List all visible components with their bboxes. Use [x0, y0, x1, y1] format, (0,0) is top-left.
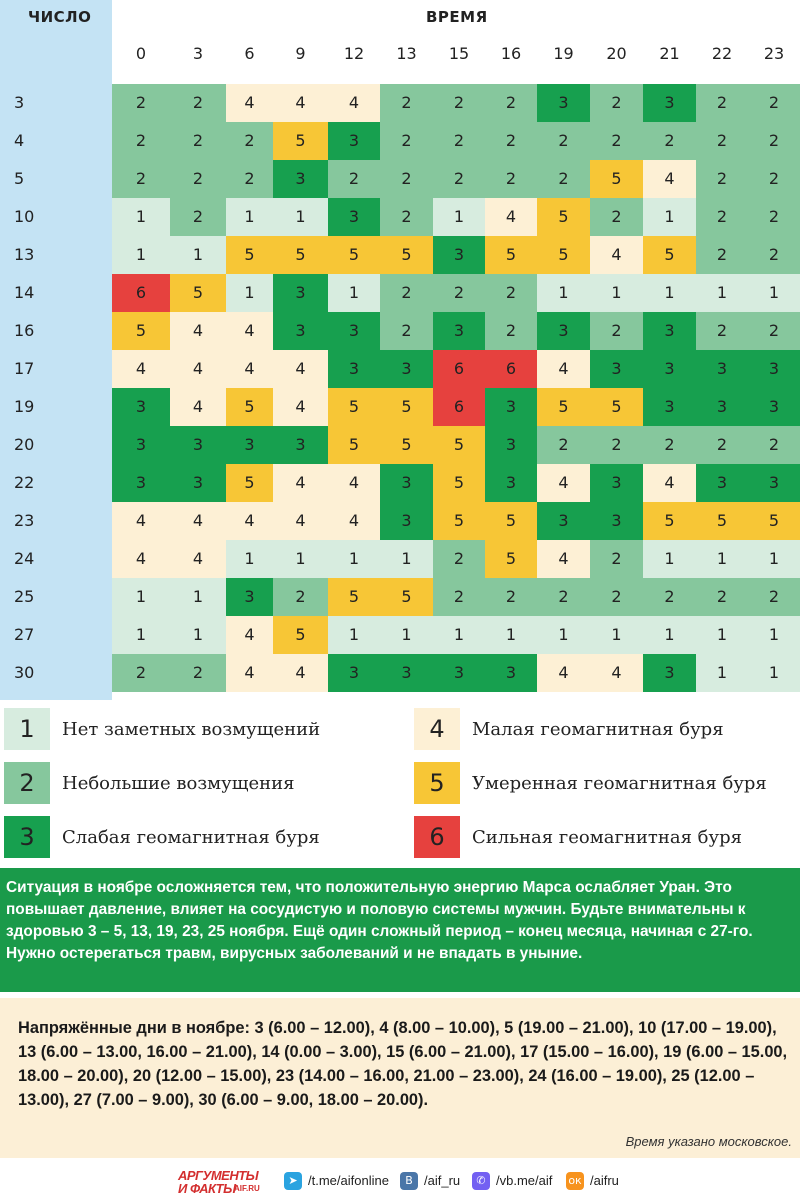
hour-label: 20 [606, 44, 627, 63]
table-cell: 2 [696, 312, 748, 350]
legend-label: Умеренная геомагнитная буря [472, 773, 767, 794]
table-cell: 4 [112, 502, 170, 540]
hour-label: 13 [396, 44, 417, 63]
table-cell: 2 [380, 160, 433, 198]
table-cell: 4 [170, 350, 226, 388]
table-cell: 2 [537, 160, 590, 198]
table-cell: 4 [273, 464, 328, 502]
table-cell: 1 [226, 274, 273, 312]
legend-swatch: 2 [4, 762, 50, 804]
day-label: 10 [14, 207, 35, 226]
table-cell: 2 [590, 198, 643, 236]
timezone-note: Время указано московское. [625, 1134, 792, 1149]
table-cell: 3 [380, 464, 433, 502]
table-cell: 2 [643, 578, 696, 616]
legend-label: Сильная геомагнитная буря [472, 827, 742, 848]
table-cell: 5 [170, 274, 226, 312]
table-cell: 2 [696, 122, 748, 160]
day-label: 16 [14, 321, 35, 340]
table-cell: 5 [696, 502, 748, 540]
legend-label: Малая геомагнитная буря [472, 719, 724, 740]
table-cell: 3 [748, 464, 800, 502]
table-cell: 3 [380, 350, 433, 388]
table-cell: 3 [226, 578, 273, 616]
table-cell: 2 [696, 426, 748, 464]
table-cell: 4 [537, 464, 590, 502]
hour-label: 0 [135, 44, 147, 63]
table-cell: 4 [537, 654, 590, 692]
table-cell: 3 [696, 464, 748, 502]
table-cell: 2 [485, 122, 537, 160]
table-cell: 3 [643, 312, 696, 350]
table-cell: 4 [112, 540, 170, 578]
time-title: ВРЕМЯ [426, 8, 488, 26]
table-cell: 4 [537, 540, 590, 578]
logo-site: AIF.RU [234, 1184, 260, 1193]
legend-item [4, 708, 384, 750]
table-cell: 1 [748, 540, 800, 578]
table-cell: 3 [328, 198, 380, 236]
ok-icon: ок [566, 1172, 584, 1190]
table-cell: 2 [485, 84, 537, 122]
table-cell: 5 [328, 426, 380, 464]
table-cell: 3 [433, 654, 485, 692]
table-cell: 2 [537, 426, 590, 464]
day-column-title: ЧИСЛО [28, 8, 92, 26]
table-cell: 2 [748, 426, 800, 464]
table-cell: 3 [590, 502, 643, 540]
table-cell: 6 [433, 350, 485, 388]
table-cell: 3 [170, 464, 226, 502]
table-cell: 3 [170, 426, 226, 464]
table-cell: 5 [485, 502, 537, 540]
social-label: /aifru [590, 1173, 619, 1188]
table-cell: 1 [380, 540, 433, 578]
table-cell: 2 [485, 312, 537, 350]
table-cell: 1 [748, 654, 800, 692]
table-cell: 5 [328, 388, 380, 426]
table-cell: 1 [590, 274, 643, 312]
table-cell: 5 [643, 502, 696, 540]
table-cell: 5 [328, 236, 380, 274]
table-cell: 4 [273, 654, 328, 692]
legend-label: Небольшие возмущения [62, 773, 295, 794]
table-cell: 3 [273, 426, 328, 464]
table-cell: 2 [748, 236, 800, 274]
table-cell: 2 [380, 84, 433, 122]
table-cell: 2 [170, 84, 226, 122]
table-cell: 2 [112, 84, 170, 122]
table-cell: 5 [273, 122, 328, 160]
day-label: 5 [14, 169, 25, 188]
social-label: /t.me/aifonline [308, 1173, 389, 1188]
legend-label: Нет заметных возмущений [62, 719, 321, 740]
table-cell: 5 [380, 236, 433, 274]
table-cell: 2 [590, 312, 643, 350]
table-cell: 3 [112, 426, 170, 464]
table-cell: 2 [748, 122, 800, 160]
tense-days-block [0, 998, 800, 1158]
table-cell: 3 [696, 388, 748, 426]
table-cell: 1 [112, 236, 170, 274]
table-cell: 3 [485, 426, 537, 464]
table-cell: 5 [226, 464, 273, 502]
table-cell: 1 [643, 274, 696, 312]
table-cell: 2 [537, 578, 590, 616]
table-cell: 5 [433, 502, 485, 540]
table-cell: 2 [485, 160, 537, 198]
astro-note [0, 868, 800, 992]
table-cell: 1 [112, 578, 170, 616]
social-link[interactable] [284, 1172, 404, 1192]
hour-label: 6 [244, 44, 255, 63]
table-cell: 2 [112, 160, 170, 198]
table-cell: 2 [433, 578, 485, 616]
table-cell: 3 [485, 654, 537, 692]
day-label: 20 [14, 435, 35, 454]
table-cell: 1 [433, 198, 485, 236]
legend-item [414, 708, 794, 750]
table-cell: 2 [696, 236, 748, 274]
table-cell: 4 [170, 388, 226, 426]
legend-item [4, 762, 384, 804]
table-cell: 2 [112, 122, 170, 160]
table-cell: 2 [380, 312, 433, 350]
hour-label: 9 [295, 44, 306, 63]
table-cell: 2 [696, 578, 748, 616]
table-cell: 4 [590, 236, 643, 274]
table-cell: 5 [537, 198, 590, 236]
table-cell: 4 [537, 350, 590, 388]
table-cell: 5 [273, 236, 328, 274]
table-cell: 3 [328, 122, 380, 160]
table-cell: 3 [643, 84, 696, 122]
table-cell: 4 [226, 84, 273, 122]
table-cell: 2 [273, 578, 328, 616]
table-cell: 6 [112, 274, 170, 312]
table-cell: 5 [328, 578, 380, 616]
table-cell: 5 [433, 426, 485, 464]
legend-label: Слабая геомагнитная буря [62, 827, 320, 848]
hour-label: 3 [192, 44, 204, 63]
legend-swatch: 1 [4, 708, 50, 750]
table-cell: 3 [328, 654, 380, 692]
table-cell: 3 [273, 160, 328, 198]
hour-label: 21 [659, 44, 680, 63]
day-label: 17 [14, 359, 35, 378]
day-label: 3 [14, 93, 25, 112]
hour-label: 15 [448, 44, 470, 63]
table-cell: 3 [380, 654, 433, 692]
table-cell: 3 [328, 312, 380, 350]
table-cell: 1 [696, 274, 748, 312]
table-cell: 2 [433, 160, 485, 198]
table-cell: 5 [590, 388, 643, 426]
table-cell: 2 [112, 654, 170, 692]
table-cell: 4 [273, 502, 328, 540]
table-cell: 6 [433, 388, 485, 426]
table-cell: 5 [433, 464, 485, 502]
table-cell: 4 [226, 654, 273, 692]
table-cell: 4 [643, 464, 696, 502]
table-cell: 3 [226, 426, 273, 464]
table-cell: 1 [273, 198, 328, 236]
table-cell: 4 [485, 198, 537, 236]
table-cell: 2 [170, 198, 226, 236]
table-cell: 3 [537, 502, 590, 540]
day-label: 24 [14, 549, 35, 568]
table-cell: 1 [537, 616, 590, 654]
tense-days-text: Напряжённые дни в ноябре: 3 (6.00 – 12.00), 4 (8.00 – 10.00), 5 (19.00 – 21.00), 10 (17.00 – 19.00), 13 (6.00 – 13.00, 16.00 – 21.00), 14 (0.00 – 3.00), 15 (6.00 – 21.00), 17 (15.00 – 16.00), 19 (6.00 – 15.00, 18.00 – 20.00), 20 (12.00 – 15.00), 23 (14.00 – 16.00, 21.00 – 23.00), 24 (16.00 – 19.00), 25 (12.00 – 13.00), 27 (7.00 – 9.00), 30 (6.00 – 9.00, 18.00 – 20.00). [18, 1019, 788, 1109]
table-cell: 4 [226, 502, 273, 540]
table-cell: 2 [696, 198, 748, 236]
table-cell: 2 [170, 122, 226, 160]
table-cell: 2 [226, 160, 273, 198]
table-cell: 5 [643, 236, 696, 274]
table-cell: 3 [748, 350, 800, 388]
table-cell: 4 [170, 312, 226, 350]
table-cell: 1 [273, 540, 328, 578]
table-cell: 1 [112, 616, 170, 654]
day-label: 22 [14, 473, 35, 492]
day-label: 14 [14, 283, 35, 302]
table-cell: 4 [590, 654, 643, 692]
table-cell: 3 [112, 464, 170, 502]
table-cell: 3 [433, 312, 485, 350]
table-cell: 2 [590, 426, 643, 464]
table-cell: 5 [380, 426, 433, 464]
viber-icon: ✆ [472, 1172, 490, 1190]
table-cell: 1 [170, 578, 226, 616]
table-cell: 1 [328, 274, 380, 312]
table-cell: 5 [537, 388, 590, 426]
footer [0, 1164, 800, 1200]
table-cell: 2 [696, 160, 748, 198]
table-cell: 2 [433, 122, 485, 160]
day-label: 23 [14, 511, 35, 530]
table-cell: 2 [380, 122, 433, 160]
table-cell: 5 [485, 236, 537, 274]
table-cell: 4 [170, 540, 226, 578]
table-cell: 2 [537, 122, 590, 160]
table-cell: 1 [696, 540, 748, 578]
table-cell: 1 [328, 540, 380, 578]
hour-label: 12 [343, 44, 365, 63]
table-cell: 5 [590, 160, 643, 198]
table-cell: 3 [748, 388, 800, 426]
table-cell: 1 [590, 616, 643, 654]
table-cell: 3 [112, 388, 170, 426]
legend [0, 708, 800, 860]
table-cell: 2 [226, 122, 273, 160]
table-cell: 3 [485, 464, 537, 502]
table-cell: 4 [112, 350, 170, 388]
table-cell: 2 [748, 84, 800, 122]
table-cell: 1 [643, 198, 696, 236]
table-cell: 2 [590, 84, 643, 122]
telegram-icon: ➤ [284, 1172, 302, 1190]
legend-item [4, 816, 384, 858]
table-cell: 2 [590, 122, 643, 160]
table-cell: 1 [643, 616, 696, 654]
day-label: 19 [14, 397, 35, 416]
hour-label: 16 [500, 44, 522, 63]
note-text: Ситуация в ноябре осложняется тем, что положительную энергию Марса ослабляет Уран. Это повышает давление, влияет на сосудистую и половую системы мужчин. Будьте внимательны к здоровью 3 – 5, 13, 19, 23, 25 ноября. Ещё один сложный период – конец месяца, начиная с 27-го. Нужно остерегаться травм, вирусных заболеваний и не впадать в уныние. [6, 879, 753, 962]
day-label: 4 [14, 131, 25, 150]
table-cell: 3 [696, 350, 748, 388]
table-cell: 4 [170, 502, 226, 540]
table-cell: 2 [590, 540, 643, 578]
table-cell: 1 [696, 654, 748, 692]
table-cell: 4 [643, 160, 696, 198]
legend-swatch: 6 [414, 816, 460, 858]
table-cell: 5 [273, 616, 328, 654]
table-cell: 1 [537, 274, 590, 312]
table-cell: 1 [112, 198, 170, 236]
table-cell: 4 [273, 350, 328, 388]
table-cell: 2 [590, 578, 643, 616]
table-cell: 3 [643, 350, 696, 388]
hour-label: 22 [711, 44, 733, 63]
table-cell: 2 [748, 160, 800, 198]
legend-swatch: 4 [414, 708, 460, 750]
table-cell: 5 [537, 236, 590, 274]
hour-label: 19 [553, 44, 574, 63]
table-cell: 5 [226, 236, 273, 274]
table-cell: 2 [643, 426, 696, 464]
table-cell: 3 [485, 388, 537, 426]
table-cell: 2 [328, 160, 380, 198]
table-cell: 4 [226, 312, 273, 350]
table-cell: 1 [748, 616, 800, 654]
social-link[interactable] [566, 1172, 686, 1192]
table-cell: 2 [433, 84, 485, 122]
table-cell: 2 [485, 274, 537, 312]
table-cell: 2 [170, 160, 226, 198]
table-cell: 3 [643, 654, 696, 692]
table-cell: 4 [226, 350, 273, 388]
table-cell: 3 [273, 274, 328, 312]
table-cell: 5 [380, 578, 433, 616]
table-cell: 1 [643, 540, 696, 578]
table-cell: 1 [226, 540, 273, 578]
table-cell: 1 [170, 616, 226, 654]
table-cell: 4 [328, 84, 380, 122]
table-cell: 1 [433, 616, 485, 654]
table-cell: 1 [696, 616, 748, 654]
table-cell: 2 [748, 312, 800, 350]
table-cell: 4 [328, 464, 380, 502]
table-cell: 5 [226, 388, 273, 426]
table-cell: 1 [226, 198, 273, 236]
table-cell: 2 [433, 274, 485, 312]
table-cell: 1 [748, 274, 800, 312]
table-cell: 3 [590, 464, 643, 502]
day-label: 30 [14, 663, 35, 682]
table-cell: 5 [380, 388, 433, 426]
table-cell: 5 [112, 312, 170, 350]
table-cell: 4 [273, 388, 328, 426]
table-cell: 2 [643, 122, 696, 160]
logo-line-2: И ФАКТЫ [178, 1181, 236, 1196]
day-label: 13 [14, 245, 35, 264]
table-cell: 2 [696, 84, 748, 122]
table-cell: 4 [226, 616, 273, 654]
table-cell: 5 [485, 540, 537, 578]
table-cell: 2 [748, 198, 800, 236]
hour-label: 23 [763, 44, 785, 63]
table-cell: 2 [170, 654, 226, 692]
table-cell: 4 [273, 84, 328, 122]
table-cell: 2 [485, 578, 537, 616]
table-cell: 2 [748, 578, 800, 616]
aif-logo[interactable] [178, 1168, 262, 1196]
table-cell: 1 [170, 236, 226, 274]
legend-swatch: 3 [4, 816, 50, 858]
table-cell: 3 [590, 350, 643, 388]
table-cell: 6 [485, 350, 537, 388]
vk-icon: В [400, 1172, 418, 1190]
social-label: /vb.me/aif [496, 1173, 553, 1188]
table-cell: 3 [328, 350, 380, 388]
social-label: /aif_ru [424, 1173, 461, 1188]
table-cell: 3 [380, 502, 433, 540]
table-cell: 3 [643, 388, 696, 426]
logo-line-1: АРГУМЕНТЫ [178, 1168, 259, 1183]
day-label: 25 [14, 587, 35, 606]
table-cell: 3 [433, 236, 485, 274]
table-cell: 2 [433, 540, 485, 578]
table-cell: 1 [328, 616, 380, 654]
day-label: 27 [14, 625, 35, 644]
table-cell: 2 [380, 274, 433, 312]
table-cell: 3 [537, 312, 590, 350]
table-cell: 1 [485, 616, 537, 654]
table-cell: 3 [537, 84, 590, 122]
legend-swatch: 5 [414, 762, 460, 804]
table-cell: 1 [380, 616, 433, 654]
table-cell: 2 [380, 198, 433, 236]
table-cell: 4 [328, 502, 380, 540]
table-cell: 3 [273, 312, 328, 350]
legend-item [414, 816, 794, 858]
legend-item [414, 762, 794, 804]
table-cell: 5 [748, 502, 800, 540]
